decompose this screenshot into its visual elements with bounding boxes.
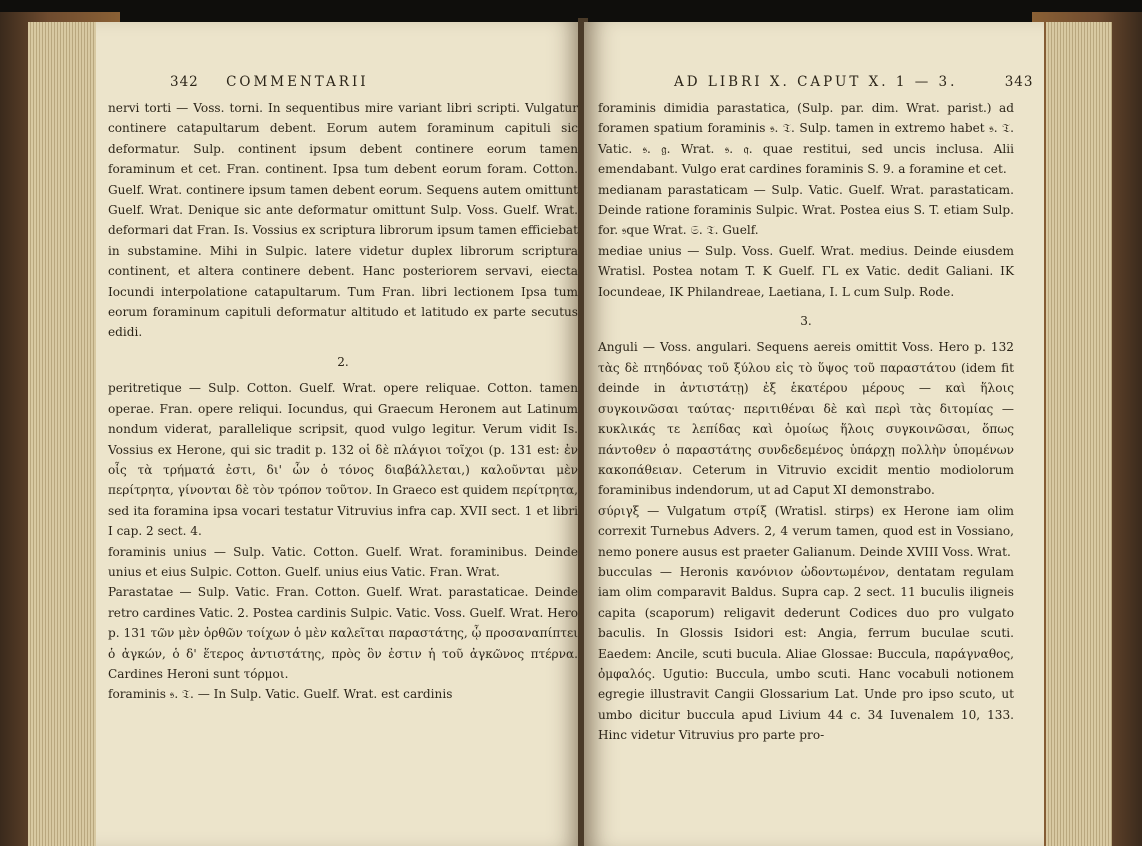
commentary-paragraph: nervi torti — Voss. torni. In sequentibus mire variant libri scripti. Vulgatur continere catapultarum debent. Eorum autem foraminum capituli sic deformatur. Sulp. continent ipsum debent continere eorum tamen foraminum et cet. Fran. continent. Ipsa tum debent eorum foram. Cotton. Guelf. Wrat. continere ipsum tamen debent eorum. Sequens autem omittunt Guelf. Wrat. Denique sic ante deformatur omittunt Sulp. Voss. Guelf. Wrat. deformari dat Fran. Is. Vossius ex scriptura librorum ipsum tamen efficiebat in substamine. Mihi in Sulpic. latere videtur duplex librorum scriptura continent, et altera continere debent. Hanc posteriorem servavi, eiecta Iocundi interpolatione catapultarum. Tum Fran. libri lectionem Ipsa tum eorum foraminum capituli deformatur altitudo et latitudo ex parte secutus edidi. bbox=[108, 101, 578, 340]
commentary-paragraph: foraminis 𝔰. 𝔗. — In Sulp. Vatic. Guelf. Wrat. est cardinis bbox=[108, 687, 453, 702]
commentary-paragraph: foraminis unius — Sulp. Vatic. Cotton. Guelf. Wrat. foraminibus. Deinde unius et eius Sulpic. Cotton. Guelf. unius eius Vatic. Fran. Wrat. bbox=[108, 544, 578, 579]
commentary-paragraph: bucculas — Heronis κανόνιον ὠδοντωμένον, dentatam regulam iam olim comparavit Baldus. Supra cap. 2 sect. 11 buculis iligneis capita (scaporum) religavit dederunt Codices duo pro vulgato baculis. In Glossis Isidori est: Angia, ferrum buculae scuti. Eaedem: Ancile, scuti bucula. Aliae Glossae: Buccula, παράγναθος, ὀμφαλός. Ugutio: Buccula, umbo scuti. Hanc vocabuli notionem egregie illustravit Cangii Glossarium Lat. Unde pro ipso scuto, ut umbo dicitur buccula apud Livium 44 c. 34 Iuvenalem 10, 133. Hinc videtur Vitruvius pro parte pro- bbox=[598, 564, 1014, 743]
commentary-paragraph: medianam parastaticam — Sulp. Vatic. Guelf. Wrat. parastaticam. Deinde ratione foraminis Sulpic. Wrat. Postea eius S. T. etiam Sulp. for. 𝔰que Wrat. 𝔖. 𝔗. Guelf. bbox=[598, 182, 1014, 238]
page-number: 343 bbox=[1004, 74, 1034, 90]
commentary-paragraph: Parastatae — Sulp. Vatic. Fran. Cotton. Guelf. Wrat. parastaticae. Deinde retro cardines Vatic. 2. Postea cardinis Sulpic. Vatic. Voss. Guelf. Wrat. Hero p. 131 τῶν μὲν ὀρθῶν τοίχων ὁ μὲν καλεῖται παραστάτης, ᾧ προσαναπίπτει ὁ ἀγκών, ὁ δ' ἕτερος ἀντιστάτης, πρὸς ὃν ἐστιν ἡ τοῦ ἀγκῶνος πτέρνα. Cardines Heroni sunt τόρμοι. bbox=[108, 585, 578, 681]
section-number: 2. bbox=[337, 354, 349, 369]
section-number: 3. bbox=[800, 314, 812, 329]
commentary-paragraph: Anguli — Voss. angulari. Sequens aereis omittit Voss. Hero p. 132 τὰς δὲ πτηδόνας τοῦ ξύλου εἰς τὸ ὕψος τοῦ παραστάτου (idem fit deinde in ἀντιστάτῃ) ἐξ ἑκατέρου μέρους — καὶ ἥλοις συγκοινῶσαι ταύτας· περιτιθέναι δὲ καὶ περὶ τὰς διτομίας — κυκλικάς τε λεπίδας καὶ ὁμοίως ἥλοις συγκοινῶσαι, ὅπως πάντοθεν ὁ παραστάτης συνδεδεμένος ὑπάρχῃ πολλὴν ὑπομένων κακοπάθειαν. Ceterum in Vitruvio excidit mentio modiolorum foraminibus indendorum, ut ad Caput XI demonstrabo. bbox=[598, 340, 1014, 498]
commentary-paragraph: foraminis dimidia parastatica, (Sulp. par. dim. Wrat. parist.) ad foramen spatium foraminis 𝔰. 𝔗. Sulp. tamen in extremo habet 𝔰. 𝔗. Vatic. 𝔰. 𝔤. Wrat. 𝔰. 𝔮. quae restitui, sed uncis inclusa. Alii emendabant. Vulgo erat cardines foraminis S. 9. a foramine et cet. bbox=[598, 101, 1014, 177]
page-number: 342 bbox=[170, 74, 199, 90]
commentary-paragraph: peritretique — Sulp. Cotton. Guelf. Wrat. opere reliquae. Cotton. tamen operae. Fran. opere reliqui. Iocundus, qui Graecum Heronem aut Latinum nondum viderat, parallelique scripsit, quod vulgo legitur. Verum vidit Is. Vossius ex Herone, qui sic tradit p. 132 οἱ δὲ πλάγιοι τοῖχοι (p. 131 est: ἐν οἷς τὰ τρήματά ἐστι, δι' ὧν ὁ τόνος διαβάλλεται,) καλοῦνται μὲν περίτρητα, γίνονται δὲ τὸν τρόπον τοῦτον. In Graeco est quidem περίτρητα, sed ita foramina ipsa vocari testatur Vitruvius infra cap. XVII sect. 1 et libri I cap. 2 sect. 4. bbox=[108, 381, 578, 539]
page-edges-left bbox=[28, 22, 106, 846]
right-page bbox=[584, 22, 1044, 846]
left-page-text bbox=[108, 74, 578, 705]
page-edges-right bbox=[1046, 22, 1112, 846]
commentary-paragraph: σύριγξ — Vulgatum στρίξ (Wratisl. stirps) ex Herone iam olim correxit Turnebus Advers. 2, 4 verum tamen, quod est in Vossiano, nemo ponere ausus est praeter Galianum. Deinde XVIII Voss. Wrat. bbox=[598, 503, 1014, 559]
commentary-paragraph: mediae unius — Sulp. Voss. Guelf. Wrat. medius. Deinde eiusdem Wratisl. Postea notam T. K Guelf. ΓL ex Vatic. dedit Galiani. IK Iocundeae, IK Philandreae, Laetiana, I. L cum Sulp. Rode. bbox=[598, 243, 1014, 299]
left-page bbox=[96, 22, 582, 846]
running-title: AD LIBRI X. CAPUT X. 1 — 3. bbox=[674, 74, 958, 90]
right-page-text bbox=[598, 74, 1014, 746]
running-title: COMMENTARII bbox=[226, 74, 369, 90]
